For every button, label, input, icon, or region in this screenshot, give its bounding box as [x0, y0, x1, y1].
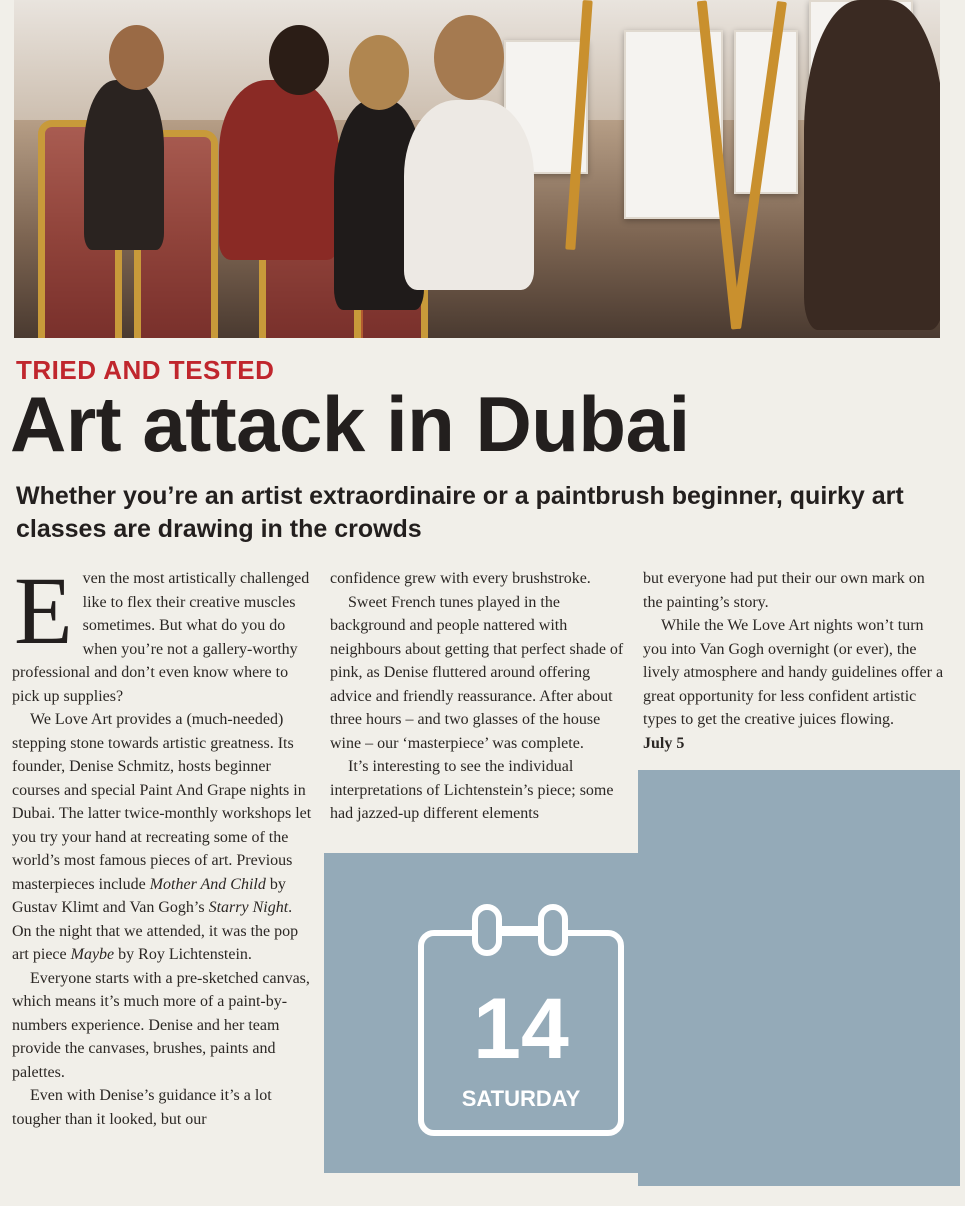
paragraph-guidance: Even with Denise’s guidance it’s a lot tougher than it looked, but our [12, 1087, 272, 1128]
paragraph-french-tunes: Sweet French tunes played in the background and people nattered with neighbours about getting that perfect shade of pink, as Denise fluttered around offering advice and friendly reassurance. After about three hours – and two glasses of the house wine – our ‘masterpiece’ was complete. [330, 593, 624, 752]
paragraph-conclusion: While the We Love Art nights won’t turn you into Van Gogh overnight (or ever), the lively atmosphere and handy guidelines offer a great opportunity for less confident artistic types to get the creative juices flowing. [643, 617, 944, 728]
calendar-icon [418, 930, 632, 1144]
paragraph-intro: ven the most artistically challenged like to flex their creative muscles sometimes. But what do you do when you’re not a gallery-worthy professional and don’t even know where to pick up supplies? [12, 570, 310, 705]
paragraph-confidence: confidence grew with every brushstroke. [330, 570, 591, 587]
article-column-1 [12, 557, 312, 1131]
article-headline: Art attack in Dubai [10, 380, 690, 468]
section-kicker: TRIED AND TESTED [16, 355, 275, 385]
paragraph-story: but everyone had put their our own mark on the painting’s story. [643, 570, 925, 611]
article-column-2 [330, 567, 625, 826]
article-dateline: July 5 [643, 734, 685, 752]
paragraph-interpretations: It’s interesting to see the individual interpretations of Lichtenstein’s piece; some had jazzed-up different elements [330, 758, 614, 822]
article-column-3 [643, 567, 948, 755]
header-photo [14, 0, 940, 338]
paragraph-pre-sketched: Everyone starts with a pre-sketched canvas, which means it’s much more of a paint-by-numbers experience. Denise and her team provide the canvases, brushes, paints and palettes. [12, 969, 310, 1081]
calendar-ring-left [472, 904, 502, 956]
drop-cap: E [14, 557, 73, 664]
calendar-ring-right [538, 904, 568, 956]
calendar-weekday: SATURDAY [461, 1086, 581, 1111]
article-standfirst: Whether you’re an artist extraordinaire or a paintbrush beginner, quirky art classes are drawing in the crowds [16, 482, 904, 543]
paragraph-we-love-art: We Love Art provides a (much-needed) stepping stone towards artistic greatness. Its founder, Denise Schmitz, hosts beginner courses and special Paint And Grape nights in Dubai. The latter twice-monthly workshops let you try your hand at recreating some of the world’s most famous pieces of art. Previous masterpieces include Mother And Child by Gustav Klimt and Van Gogh’s Starry Night. On the night that we attended, it was the pop art piece Maybe by Roy Lichtenstein. [12, 711, 312, 963]
sticker-overlay-right [638, 770, 960, 1186]
calendar-day-number: 14 [473, 981, 569, 1077]
